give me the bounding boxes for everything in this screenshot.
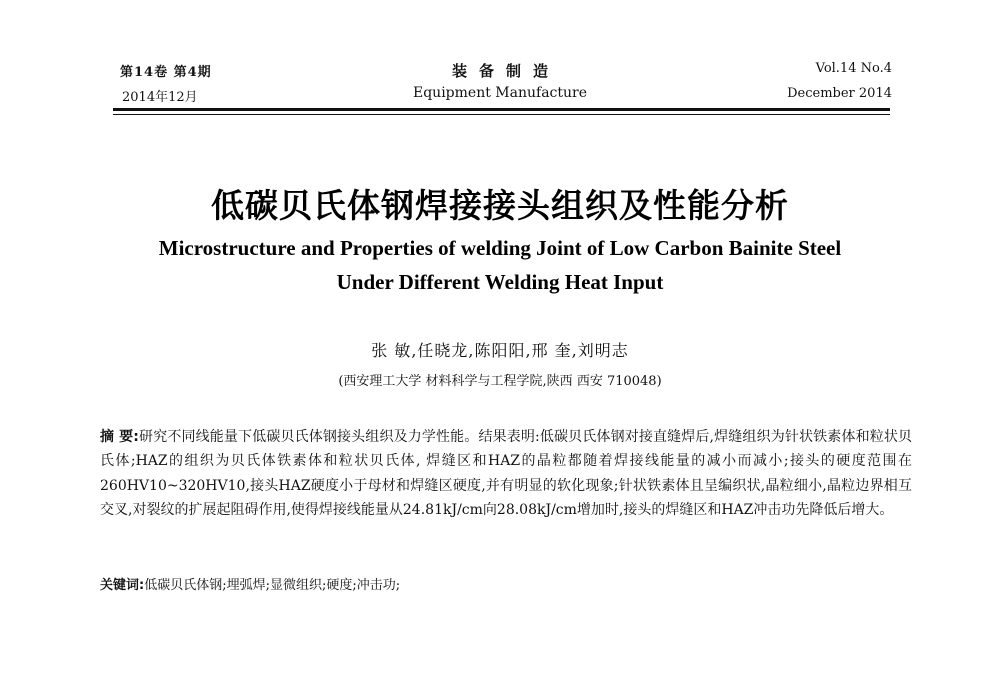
article-title-en-line2: Under Different Welding Heat Input <box>336 270 664 294</box>
keywords-text: 低碳贝氏体钢;埋弧焊;显微组织;硬度;冲击功; <box>144 578 401 593</box>
abstract-text: 研究不同线能量下低碳贝氏体钢接头组织及力学性能。结果表明:低碳贝氏体钢对接直缝焊后,焊缝组织为针状铁素体和粒状贝氏体;HAZ的组织为贝氏体铁素体和粒状贝氏体, 焊缝区和HAZ的晶粒都随着焊接线能量的减小而减小;接头的硬度范围在260HV10~320HV10,接头HAZ硬度小于母材和焊缝区硬度,并有明显的软化现象;针状铁素体且呈编织状,晶粒细小,晶粒边界相互交叉,对裂纹的扩展起阻碍作用,使得焊接线能量从24.81kJ/cm向28.08kJ/cm增加时,接头的焊缝区和HAZ冲击功先降低后增大。 <box>100 429 912 518</box>
header-volume-issue-en: Vol.14 No.4 <box>815 61 892 76</box>
abstract-block <box>100 425 912 522</box>
article-authors: 张 敏,任晓龙,陈阳阳,邢 奎,刘明志 <box>371 341 629 360</box>
header-date-en: December 2014 <box>787 86 892 101</box>
header-rule-thick <box>113 108 890 111</box>
keywords-label: 关键词: <box>100 578 145 593</box>
article-affiliation: (西安理工大学 材料科学与工程学院,陕西 西安 710048) <box>338 374 662 389</box>
header-journal-en: Equipment Manufacture <box>413 85 587 101</box>
header-rule-thin <box>113 114 890 115</box>
article-title-cn: 低碳贝氏体钢焊接接头组织及性能分析 <box>211 186 789 225</box>
abstract-label: 摘 要: <box>100 429 139 445</box>
header-date-cn: 2014年12月 <box>122 90 198 105</box>
header-volume-issue-cn: 第14卷 第4期 <box>120 65 212 80</box>
header-journal-cn: 装备制造 <box>451 62 560 80</box>
article-title-en-line1: Microstructure and Properties of welding Joint of Low Carbon Bainite Steel <box>158 236 842 260</box>
keywords-block <box>100 574 912 593</box>
